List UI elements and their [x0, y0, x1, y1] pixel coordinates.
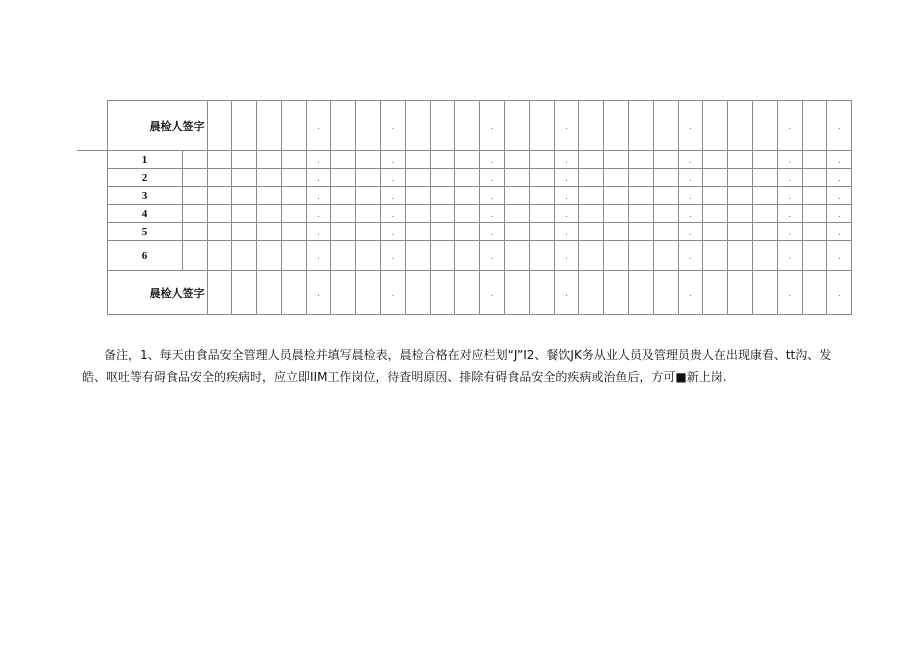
day-cell [653, 187, 678, 205]
day-cell [579, 241, 604, 271]
day-cell [505, 271, 530, 315]
day-cell [505, 205, 530, 223]
day-cell [257, 241, 282, 271]
day-cell [678, 169, 703, 187]
row-number: 1 [107, 151, 182, 169]
cell-dot: . [837, 174, 841, 184]
day-cell [802, 151, 827, 169]
day-cell [232, 101, 257, 151]
day-cell [281, 169, 306, 187]
day-cell [753, 101, 778, 151]
day-cell [802, 271, 827, 315]
day-cell [554, 241, 579, 271]
day-cell [381, 241, 406, 271]
day-cell [306, 151, 331, 169]
cell-dot: . [565, 210, 568, 220]
day-cell [405, 241, 430, 271]
day-cell [405, 223, 430, 241]
day-cell [827, 223, 852, 241]
day-cell [653, 169, 678, 187]
cell-dot: . [391, 252, 395, 262]
day-cell [629, 187, 654, 205]
day-cell [306, 241, 331, 271]
day-cell [604, 223, 629, 241]
name-cell [182, 187, 207, 205]
day-cell [232, 241, 257, 271]
day-cell [728, 169, 753, 187]
cell-dot: . [391, 192, 395, 202]
remarks-note [82, 344, 834, 388]
day-cell [257, 187, 282, 205]
day-cell [257, 271, 282, 315]
day-cell [505, 241, 530, 271]
cell-dot: . [391, 174, 395, 184]
row-number: 5 [107, 223, 182, 241]
day-cell [678, 101, 703, 151]
name-cell [182, 223, 207, 241]
day-cell [480, 205, 505, 223]
day-cell [703, 187, 728, 205]
day-cell [232, 151, 257, 169]
day-cell [554, 271, 579, 315]
cell-dot: . [565, 122, 568, 132]
day-cell [579, 205, 604, 223]
day-cell [629, 205, 654, 223]
day-cell [480, 151, 505, 169]
day-cell [753, 271, 778, 315]
cell-dot: . [565, 174, 568, 184]
day-cell [430, 187, 455, 205]
day-cell [381, 169, 406, 187]
day-cell [827, 187, 852, 205]
day-cell [480, 187, 505, 205]
day-cell [331, 169, 356, 187]
day-cell [753, 205, 778, 223]
day-cell [777, 271, 802, 315]
day-cell [777, 101, 802, 151]
day-cell [629, 169, 654, 187]
day-cell [703, 151, 728, 169]
day-cell [331, 187, 356, 205]
day-cell [604, 169, 629, 187]
day-cell [604, 151, 629, 169]
day-cell [554, 223, 579, 241]
day-cell [529, 271, 554, 315]
cell-dot: . [837, 252, 841, 262]
day-cell [703, 271, 728, 315]
day-cell [381, 151, 406, 169]
day-cell [554, 187, 579, 205]
day-cell [430, 241, 455, 271]
cell-dot: . [565, 156, 568, 166]
day-cell [629, 223, 654, 241]
day-cell [405, 271, 430, 315]
day-cell [629, 241, 654, 271]
cell-dot: . [689, 289, 692, 299]
day-cell [579, 187, 604, 205]
cell-dot: . [391, 228, 395, 238]
day-cell [455, 151, 480, 169]
cell-dot: . [689, 174, 692, 184]
cell-dot: . [837, 122, 841, 132]
day-cell [579, 223, 604, 241]
day-cell [232, 205, 257, 223]
day-cell [430, 223, 455, 241]
cell-dot: . [689, 228, 692, 238]
day-cell [653, 205, 678, 223]
day-cell [331, 205, 356, 223]
day-cell [207, 101, 232, 151]
day-cell [455, 205, 480, 223]
day-cell [356, 241, 381, 271]
day-cell [629, 151, 654, 169]
day-cell [653, 223, 678, 241]
cell-dot: . [490, 252, 494, 262]
day-cell [480, 223, 505, 241]
day-cell [306, 205, 331, 223]
day-cell [405, 205, 430, 223]
day-cell [703, 169, 728, 187]
day-cell [232, 271, 257, 315]
day-cell [455, 241, 480, 271]
day-cell [827, 101, 852, 151]
left-margin-cell [77, 151, 107, 315]
day-cell [356, 271, 381, 315]
day-cell [728, 151, 753, 169]
day-cell [653, 101, 678, 151]
day-cell [381, 271, 406, 315]
cell-dot: . [837, 289, 841, 299]
cell-dot: . [689, 210, 692, 220]
day-cell [455, 169, 480, 187]
day-cell [306, 271, 331, 315]
day-cell [529, 101, 554, 151]
day-cell [306, 169, 331, 187]
day-cell [604, 205, 629, 223]
day-cell [579, 151, 604, 169]
row-number: 6 [107, 241, 182, 271]
day-cell [802, 223, 827, 241]
day-cell [257, 169, 282, 187]
day-cell [430, 151, 455, 169]
day-cell [281, 151, 306, 169]
day-cell [430, 169, 455, 187]
left-margin-cell [77, 101, 107, 151]
day-cell [703, 241, 728, 271]
day-cell [381, 187, 406, 205]
row-number: 3 [107, 187, 182, 205]
day-cell [405, 169, 430, 187]
day-cell [306, 101, 331, 151]
cell-dot: . [788, 289, 792, 299]
day-cell [678, 223, 703, 241]
day-cell [753, 223, 778, 241]
day-cell [579, 271, 604, 315]
day-cell [480, 101, 505, 151]
day-cell [331, 241, 356, 271]
cell-dot: . [788, 252, 792, 262]
day-cell [777, 223, 802, 241]
day-cell [728, 241, 753, 271]
day-cell [480, 271, 505, 315]
cell-dot: . [317, 156, 321, 166]
day-cell [703, 205, 728, 223]
cell-dot: . [689, 252, 692, 262]
cell-dot: . [490, 122, 494, 132]
day-cell [281, 241, 306, 271]
day-cell [529, 187, 554, 205]
name-cell [182, 205, 207, 223]
day-cell [207, 223, 232, 241]
day-cell [529, 169, 554, 187]
day-cell [356, 101, 381, 151]
day-cell [356, 205, 381, 223]
day-cell [480, 241, 505, 271]
row-number: 4 [107, 205, 182, 223]
day-cell [777, 187, 802, 205]
cell-dot: . [565, 252, 568, 262]
day-cell [728, 271, 753, 315]
cell-dot: . [391, 122, 395, 132]
cell-dot: . [317, 289, 321, 299]
day-cell [703, 101, 728, 151]
day-cell [728, 223, 753, 241]
day-cell [777, 205, 802, 223]
cell-dot: . [317, 192, 321, 202]
day-cell [753, 151, 778, 169]
day-cell [381, 223, 406, 241]
name-cell [182, 169, 207, 187]
cell-dot: . [317, 228, 321, 238]
day-cell [405, 101, 430, 151]
name-cell [182, 151, 207, 169]
day-cell [579, 101, 604, 151]
cell-dot: . [490, 174, 494, 184]
day-cell [678, 151, 703, 169]
day-cell [405, 151, 430, 169]
day-cell [604, 101, 629, 151]
day-cell [777, 169, 802, 187]
day-cell [281, 205, 306, 223]
day-cell [356, 223, 381, 241]
cell-dot: . [565, 289, 568, 299]
day-cell [455, 101, 480, 151]
day-cell [728, 187, 753, 205]
cell-dot: . [490, 228, 494, 238]
day-cell [653, 271, 678, 315]
cell-dot: . [565, 192, 568, 202]
cell-dot: . [837, 210, 841, 220]
cell-dot: . [317, 174, 321, 184]
day-cell [207, 241, 232, 271]
cell-dot: . [565, 228, 568, 238]
day-cell [653, 151, 678, 169]
cell-dot: . [391, 289, 395, 299]
day-cell [554, 205, 579, 223]
day-cell [802, 169, 827, 187]
day-cell [505, 223, 530, 241]
signature-label-bottom: 晨检人签字 [107, 271, 207, 315]
day-cell [207, 151, 232, 169]
day-cell [604, 241, 629, 271]
day-cell [678, 187, 703, 205]
day-cell [356, 151, 381, 169]
remarks-line-1: 备注，1、每天由食品安全管理人员晨检并填写晨检表，晨检合格在对应栏划“J”I2、餐饮JK务从业人员及管理员贵人在出现康看、tt沟、发 [104, 348, 832, 362]
cell-dot: . [391, 156, 395, 166]
day-cell [777, 151, 802, 169]
day-cell [802, 241, 827, 271]
day-cell [232, 187, 257, 205]
day-cell [827, 271, 852, 315]
day-cell [455, 187, 480, 205]
day-cell [430, 101, 455, 151]
day-cell [257, 151, 282, 169]
day-cell [207, 205, 232, 223]
day-cell [802, 187, 827, 205]
day-cell [728, 101, 753, 151]
cell-dot: . [788, 156, 792, 166]
day-cell [827, 169, 852, 187]
day-cell [430, 205, 455, 223]
day-cell [281, 187, 306, 205]
day-cell [331, 151, 356, 169]
cell-dot: . [689, 156, 692, 166]
day-cell [480, 169, 505, 187]
cell-dot: . [788, 174, 792, 184]
day-cell [281, 101, 306, 151]
day-cell [207, 187, 232, 205]
cell-dot: . [490, 192, 494, 202]
morning-check-table [77, 100, 852, 315]
day-cell [703, 223, 728, 241]
cell-dot: . [788, 210, 792, 220]
day-cell [356, 169, 381, 187]
day-cell [232, 223, 257, 241]
day-cell [505, 169, 530, 187]
day-cell [827, 151, 852, 169]
day-cell [529, 223, 554, 241]
day-cell [207, 271, 232, 315]
day-cell [579, 169, 604, 187]
day-cell [455, 223, 480, 241]
cell-dot: . [490, 289, 494, 299]
day-cell [505, 187, 530, 205]
cell-dot: . [317, 122, 321, 132]
name-cell [182, 241, 207, 271]
cell-dot: . [788, 228, 792, 238]
day-cell [802, 205, 827, 223]
remarks-line-2: 皓、呕吐等有碍食品安全的疾病时，应立即IIM工作岗位，待査明原因、排除有碍食品安全的疾病或治鱼后，方可■新上岗. [82, 370, 727, 384]
day-cell [529, 241, 554, 271]
day-cell [281, 223, 306, 241]
day-cell [257, 223, 282, 241]
day-cell [505, 151, 530, 169]
day-cell [207, 169, 232, 187]
cell-dot: . [788, 192, 792, 202]
cell-dot: . [689, 122, 692, 132]
row-number: 2 [107, 169, 182, 187]
day-cell [529, 151, 554, 169]
day-cell [678, 271, 703, 315]
day-cell [232, 169, 257, 187]
day-cell [678, 241, 703, 271]
cell-dot: . [689, 192, 692, 202]
cell-dot: . [317, 252, 321, 262]
cell-dot: . [317, 210, 321, 220]
day-cell [777, 241, 802, 271]
day-cell [306, 223, 331, 241]
day-cell [257, 101, 282, 151]
day-cell [753, 169, 778, 187]
cell-dot: . [837, 156, 841, 166]
day-cell [554, 151, 579, 169]
day-cell [554, 101, 579, 151]
day-cell [356, 187, 381, 205]
day-cell [802, 101, 827, 151]
day-cell [629, 271, 654, 315]
day-cell [257, 205, 282, 223]
day-cell [678, 205, 703, 223]
day-cell [653, 241, 678, 271]
day-cell [753, 187, 778, 205]
day-cell [405, 187, 430, 205]
cell-dot: . [788, 122, 792, 132]
cell-dot: . [837, 192, 841, 202]
day-cell [306, 187, 331, 205]
day-cell [505, 101, 530, 151]
day-cell [281, 271, 306, 315]
day-cell [381, 205, 406, 223]
day-cell [629, 101, 654, 151]
day-cell [604, 187, 629, 205]
cell-dot: . [490, 210, 494, 220]
signature-label-top: 晨检人签字 [107, 101, 207, 151]
day-cell [430, 271, 455, 315]
day-cell [529, 205, 554, 223]
day-cell [753, 241, 778, 271]
day-cell [331, 223, 356, 241]
day-cell [331, 101, 356, 151]
day-cell [728, 205, 753, 223]
day-cell [381, 101, 406, 151]
day-cell [455, 271, 480, 315]
cell-dot: . [837, 228, 841, 238]
day-cell [827, 205, 852, 223]
day-cell [827, 241, 852, 271]
day-cell [554, 169, 579, 187]
cell-dot: . [391, 210, 395, 220]
day-cell [604, 271, 629, 315]
cell-dot: . [490, 156, 494, 166]
day-cell [331, 271, 356, 315]
